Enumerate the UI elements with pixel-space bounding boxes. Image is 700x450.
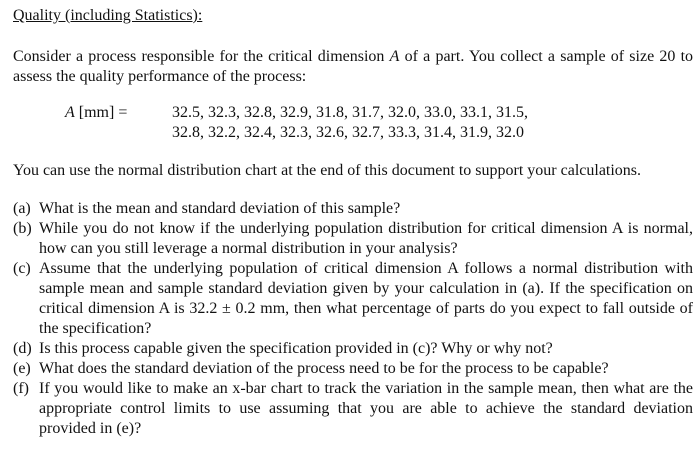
sample-label [13,103,172,123]
question-marker: (c) [13,260,31,277]
intro-text-after: of a part. You collect a sample of size 20 to assess the quality performance of the process: [13,48,694,85]
document-page [13,6,693,439]
question-marker: (b) [13,220,32,237]
question-text: What does the standard deviation of the process need to be for the process to be capable? [39,360,609,377]
question-item [13,219,693,259]
intro-paragraph [13,47,693,87]
sample-values-line-1: 32.5, 32.3, 32.8, 32.9, 31.8, 31.7, 32.0, 33.0, 33.1, 31.5, [172,104,528,121]
intro-text-before: Consider a process responsible for the critical dimension [13,48,390,65]
sample-data [13,103,693,143]
sample-label-variable: A [65,104,75,121]
question-marker: (d) [13,340,32,357]
question-text: Assume that the underlying population of critical dimension A follows a normal distribution with sample mean and sample standard deviation given by your calculation in (a). If the specification on critical dimension A is 32.2 ± 0.2 mm, then what percentage of parts do you expect to fall outside of the specification? [39,260,693,337]
section-title: Quality (including Statistics): [13,7,203,24]
question-marker: (f) [13,380,29,397]
sample-values-line-2: 32.8, 32.2, 32.4, 32.3, 32.6, 32.7, 33.3, 31.4, 31.9, 32.0 [172,124,524,141]
sample-label-unit: [mm] = [74,104,128,121]
question-text: Is this process capable given the specification provided in (c)? Why or why not? [39,340,553,357]
question-marker: (e) [13,360,31,377]
question-text: What is the mean and standard deviation of this sample? [39,200,401,217]
question-list [13,199,693,439]
question-item [13,359,693,379]
question-marker: (a) [13,200,31,217]
question-item [13,379,693,439]
question-text: While you do not know if the underlying population distribution for critical dimension A is normal, how can you still leverage a normal distribution in your analysis? [39,220,693,257]
intro-variable: A [389,48,400,65]
question-item [13,199,693,219]
question-text: If you would like to make an x-bar chart to track the variation in the sample mean, then what are the appropriate control limits to use assuming that you are able to achieve the standard deviation provided in (e)? [39,380,693,437]
chart-note: You can use the normal distribution chart at the end of this document to support your calculations. [13,162,642,179]
question-item [13,259,693,339]
sample-values [172,103,528,143]
question-item [13,339,693,359]
